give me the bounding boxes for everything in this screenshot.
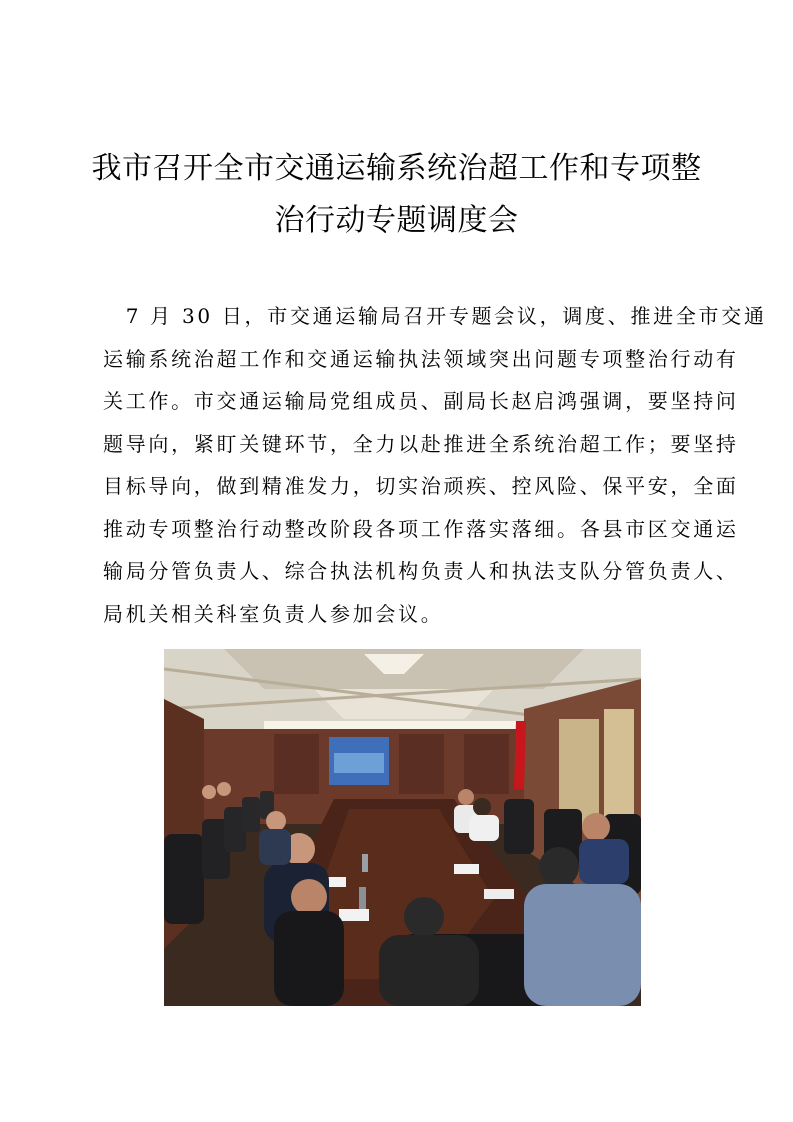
body-line-6: 推动专项整治行动整改阶段各项工作落实落细。各县市区交通运 bbox=[103, 516, 739, 541]
body-line-3: 关工作。市交通运输局党组成员、副局长赵启鸿强调，要坚持问 bbox=[103, 389, 739, 413]
body-line-5: 目标导向，做到精准发力，切实治顽疾、控风险、保平安，全面 bbox=[103, 474, 739, 498]
title-line-2: 治行动专题调度会 bbox=[274, 203, 519, 238]
body-line-4: 题导向，紧盯关键环节，全力以赴推进全系统治超工作；要坚持 bbox=[103, 431, 739, 456]
article-title bbox=[90, 143, 703, 247]
meeting-photo bbox=[164, 649, 641, 1006]
chair bbox=[164, 834, 204, 924]
body-line-7: 输局分管负责人、综合执法机构负责人和执法支队分管负责人、 bbox=[103, 559, 739, 583]
body-line-1: 7 月 30 日，市交通运输局召开专题会议，调度、推进全市交通 bbox=[103, 304, 767, 328]
flag bbox=[514, 721, 526, 789]
body-line-2: 运输系统治超工作和交通运输执法领域突出问题专项整治行动有 bbox=[103, 346, 739, 371]
article-body bbox=[103, 295, 767, 635]
body-line-8: 局机关相关科室负责人参加会议。 bbox=[103, 601, 444, 626]
title-line-1: 我市召开全市交通运输系统治超工作和专项整 bbox=[91, 151, 702, 186]
